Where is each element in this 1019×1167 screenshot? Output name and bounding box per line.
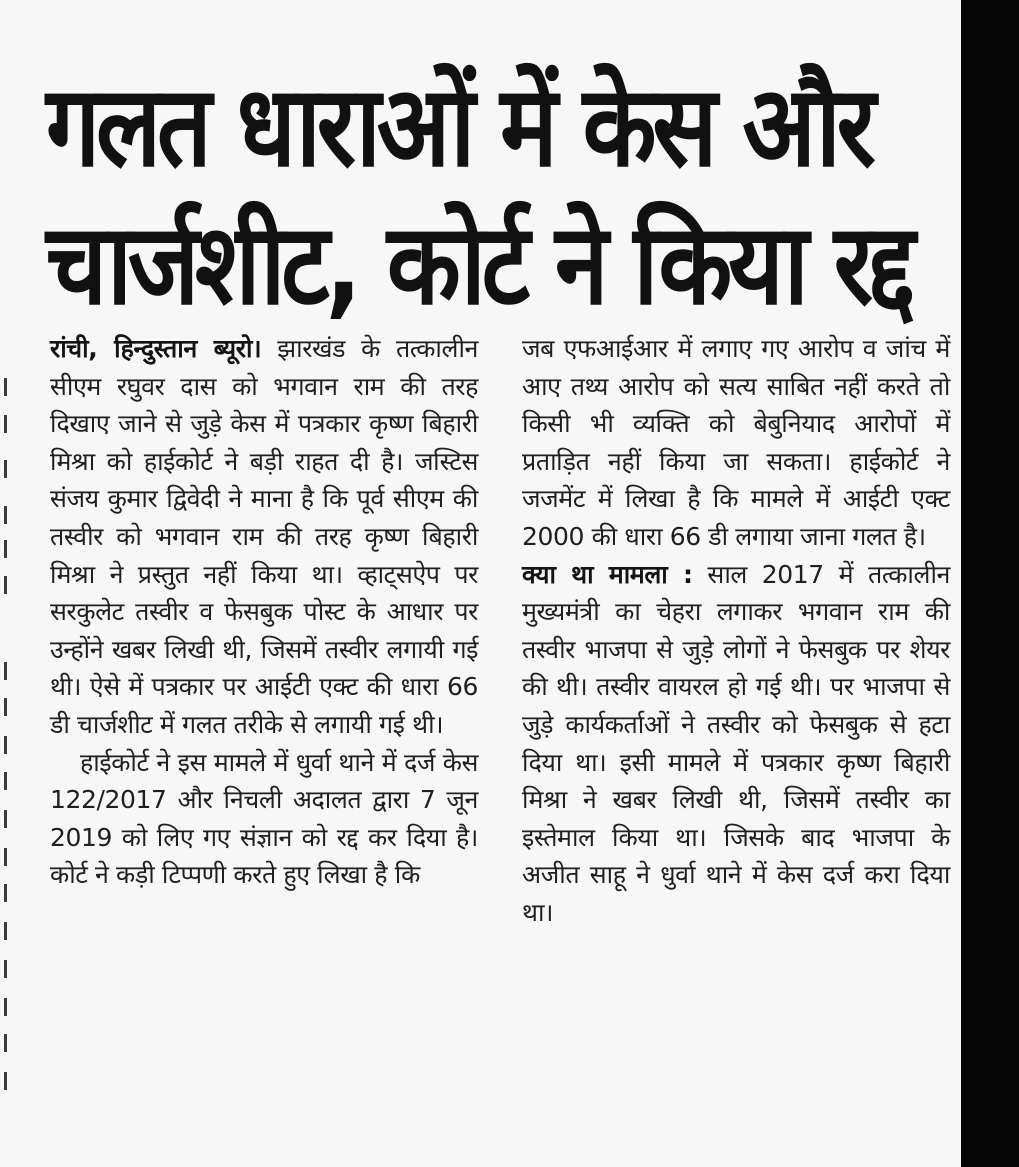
margin-mark bbox=[4, 540, 7, 558]
margin-mark bbox=[4, 960, 7, 978]
paragraph-1-text: झारखंड के तत्कालीन सीएम रघुवर दास को भगवान राम की तरह दिखाए जाने से जुड़े केस में पत्रकार कृष्ण बिहारी मिश्रा को हाईकोर्ट ने बड़ी राहत दी है। जस्टिस संजय कुमार द्विवेदी ने माना है कि पूर्व सीएम की तस्वीर को भगवान राम की तरह कृष्ण बिहारी मिश्रा ने प्रस्तुत नहीं किया था। व्हाट्सऐप पर सरकुलेट तस्वीर व फेसबुक पोस्ट के आधार पर उन्होंने खबर लिखी थी, जिसमें तस्वीर लगायी गई थी। ऐसे में पत्रकार पर आईटी एक्ट की धारा 66 डी चार्जशीट में गलत तरीके से लगायी गई थी। bbox=[50, 334, 478, 739]
headline-line-2: चार्जशीट, कोर्ट ने किया रद्द bbox=[46, 200, 912, 330]
margin-mark bbox=[4, 884, 7, 902]
margin-mark bbox=[4, 772, 7, 790]
subhead-background: क्या था मामला : bbox=[522, 559, 693, 589]
margin-mark bbox=[4, 810, 7, 828]
margin-mark bbox=[4, 506, 7, 524]
margin-mark bbox=[4, 460, 7, 478]
paragraph-case-background bbox=[522, 556, 950, 932]
article-body bbox=[50, 330, 950, 1160]
margin-mark bbox=[4, 415, 7, 433]
headline bbox=[46, 58, 912, 334]
margin-mark bbox=[4, 698, 7, 716]
margin-mark bbox=[4, 848, 7, 866]
article-column-right bbox=[522, 330, 950, 932]
margin-mark bbox=[4, 1072, 7, 1090]
margin-mark bbox=[4, 998, 7, 1016]
margin-mark bbox=[4, 662, 7, 680]
margin-mark bbox=[4, 576, 7, 594]
margin-mark bbox=[4, 378, 7, 396]
article-column-left bbox=[50, 330, 478, 894]
paragraph-2: हाईकोर्ट ने इस मामले में धुर्वा थाने में दर्ज केस 122/2017 और निचली अदालत द्वारा 7 जून 2019 को लिए गए संज्ञान को रद्द कर दिया है। कोर्ट ने कड़ी टिप्पणी करते हुए लिखा है कि bbox=[50, 747, 478, 890]
scan-edge-strip bbox=[961, 0, 1019, 1167]
paragraph-4-text: साल 2017 में तत्कालीन मुख्यमंत्री का चेहरा लगाकर भगवान राम की तस्वीर भाजपा से जुड़े लोगों ने फेसबुक पर शेयर की थी। तस्वीर वायरल हो गई थी। पर भाजपा से जुड़े कार्यकर्ताओं ने तस्वीर को फेसबुक से हटा दिया था। इसी मामले में पत्रकार कृष्ण बिहारी मिश्रा ने खबर लिखी थी, जिसमें तस्वीर का इस्तेमाल किया था। जिसके बाद भाजपा के अजीत साहू ने धुर्वा थाने में केस दर्ज करा दिया था। bbox=[522, 559, 950, 927]
margin-mark bbox=[4, 736, 7, 754]
paragraph-3: जब एफआईआर में लगाए गए आरोप व जांच में आए तथ्य आरोप को सत्य साबित नहीं करते तो किसी भी व्यक्ति को बेबुनियाद आरोपों में प्रताड़ित नहीं किया जा सकता। हाईकोर्ट ने जजमेंट में लिखा है कि मामले में आईटी एक्ट 2000 की धारा 66 डी लगाया जाना गलत है। bbox=[522, 334, 950, 551]
dateline: रांची, हिन्दुस्तान ब्यूरो। bbox=[50, 334, 262, 363]
margin-mark bbox=[4, 922, 7, 940]
adjacent-column-edge bbox=[0, 300, 14, 1160]
paragraph-intro bbox=[50, 330, 478, 744]
margin-mark bbox=[4, 1034, 7, 1052]
headline-line-1: गलत धाराओं में केस और bbox=[46, 62, 872, 192]
